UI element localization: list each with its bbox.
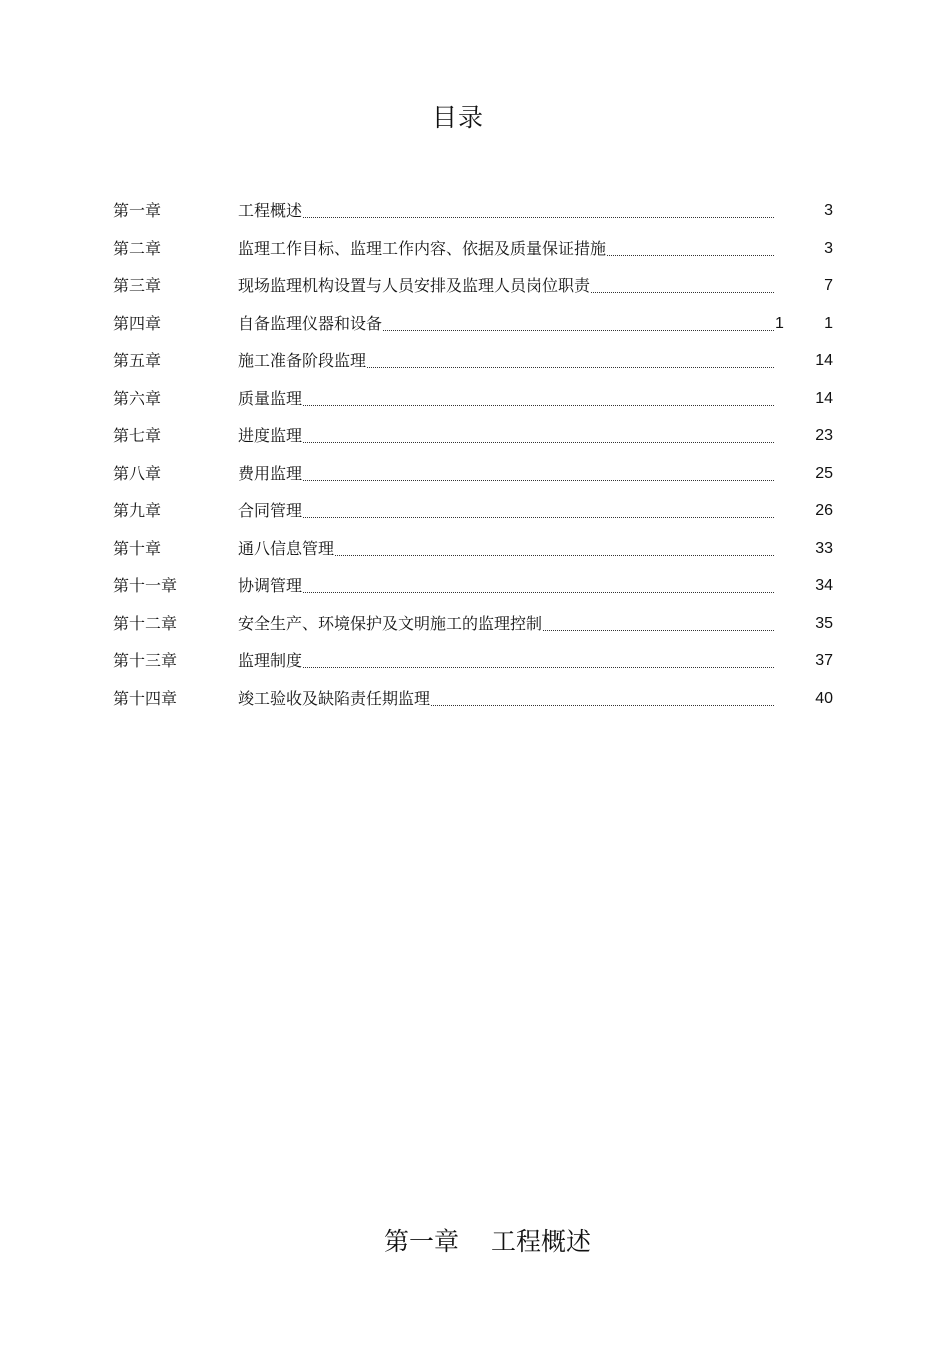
toc-entry-title-wrap <box>238 459 774 489</box>
toc-chapter-number: 第十一章 <box>113 576 178 595</box>
toc-entry-title: 工程概述 <box>238 201 303 220</box>
toc-chapter-number: 第一章 <box>113 201 162 220</box>
toc-leader-dots <box>238 405 774 406</box>
toc-entry-title: 协调管理 <box>238 576 303 595</box>
toc-leader-dots <box>238 442 774 443</box>
toc-chapter-number: 第三章 <box>113 276 162 295</box>
toc-chapter-number: 第七章 <box>113 426 162 445</box>
toc-page-number: 34 <box>815 577 833 594</box>
toc-entry-title-wrap <box>238 346 774 376</box>
toc-entry[interactable] <box>113 571 843 609</box>
toc-entry[interactable] <box>113 271 843 309</box>
toc-entry-title: 合同管理 <box>238 501 303 520</box>
toc-chapter-number: 第八章 <box>113 463 162 483</box>
toc-entry-title: 现场监理机构设置与人员安排及监理人员岗位职责 <box>238 276 591 295</box>
toc-entry[interactable] <box>113 346 843 384</box>
toc-page-number: 40 <box>815 689 833 707</box>
toc-entry-title-wrap <box>238 609 774 639</box>
toc-chapter-number: 第二章 <box>113 238 162 258</box>
toc-chapter-number: 第十二章 <box>113 613 178 633</box>
toc-page-number: 23 <box>815 427 833 444</box>
toc-page-number: 35 <box>815 614 833 632</box>
toc-entry[interactable] <box>113 534 843 572</box>
toc-entry-title: 安全生产、环境保护及文明施工的监理控制 <box>238 613 543 633</box>
toc-entry-title-wrap <box>238 534 774 564</box>
toc-chapter-number: 第十三章 <box>113 651 178 670</box>
toc-entry[interactable] <box>113 609 843 647</box>
toc-entry[interactable] <box>113 684 843 722</box>
toc-entry-title: 监理工作目标、监理工作内容、依据及质量保证措施 <box>238 238 607 258</box>
toc-entry-title-wrap <box>238 271 774 301</box>
toc-page-number: 14 <box>815 389 833 407</box>
toc-leader-dots <box>238 592 774 593</box>
toc-entry-title: 费用监理 <box>238 463 303 483</box>
toc-page-prefix: 1 <box>775 314 784 332</box>
toc-entry-title: 自备监理仪器和设备 <box>238 313 383 333</box>
toc-entry-title-wrap <box>238 496 774 526</box>
toc-entry-title: 通八信息管理 <box>238 538 335 558</box>
toc-entry[interactable] <box>113 309 843 347</box>
toc-chapter-number: 第十章 <box>113 538 162 558</box>
toc-title: 目录 <box>431 103 484 132</box>
toc-entry[interactable] <box>113 421 843 459</box>
toc-leader-dots <box>238 217 774 218</box>
toc-page-number: 3 <box>824 202 833 219</box>
toc-entry-title: 进度监理 <box>238 426 303 445</box>
toc-entry-title-wrap <box>238 384 774 414</box>
toc-entry[interactable] <box>113 196 843 234</box>
toc-chapter-number: 第四章 <box>113 313 162 333</box>
toc-entry[interactable] <box>113 384 843 422</box>
toc-entry-title-wrap <box>238 309 774 339</box>
table-of-contents <box>113 196 843 721</box>
toc-chapter-number: 第十四章 <box>113 688 178 708</box>
toc-page-number: 33 <box>815 539 833 557</box>
toc-chapter-number: 第六章 <box>113 388 162 408</box>
toc-leader-dots <box>238 517 774 518</box>
toc-chapter-number: 第九章 <box>113 501 162 520</box>
toc-entry-title-wrap <box>238 421 774 451</box>
chapter-heading <box>384 1222 591 1258</box>
toc-entry-title-wrap <box>238 571 774 601</box>
toc-entry-title-wrap <box>238 196 774 226</box>
toc-entry-title: 施工准备阶段监理 <box>238 351 367 370</box>
toc-page-number: 1 <box>824 314 833 332</box>
toc-entry-title-wrap <box>238 684 774 714</box>
chapter-heading-title: 工程概述 <box>491 1227 592 1256</box>
toc-chapter-number: 第五章 <box>113 351 162 370</box>
chapter-heading-number: 第一章 <box>384 1227 460 1256</box>
toc-page-number: 37 <box>815 652 833 669</box>
toc-leader-dots <box>238 667 774 668</box>
toc-page-number: 25 <box>815 464 833 482</box>
toc-page-number: 26 <box>815 502 833 519</box>
toc-page-number: 7 <box>824 277 833 294</box>
toc-entry[interactable] <box>113 459 843 497</box>
toc-page-number: 3 <box>824 239 833 257</box>
toc-entry[interactable] <box>113 496 843 534</box>
toc-entry-title: 监理制度 <box>238 651 303 670</box>
toc-entry-title: 质量监理 <box>238 388 303 408</box>
toc-entry[interactable] <box>113 646 843 684</box>
toc-entry-title-wrap <box>238 234 774 264</box>
toc-page-number: 14 <box>815 352 833 369</box>
toc-entry[interactable] <box>113 234 843 272</box>
toc-entry-title: 竣工验收及缺陷责任期监理 <box>238 688 431 708</box>
toc-entry-title-wrap <box>238 646 774 676</box>
toc-leader-dots <box>238 480 774 481</box>
